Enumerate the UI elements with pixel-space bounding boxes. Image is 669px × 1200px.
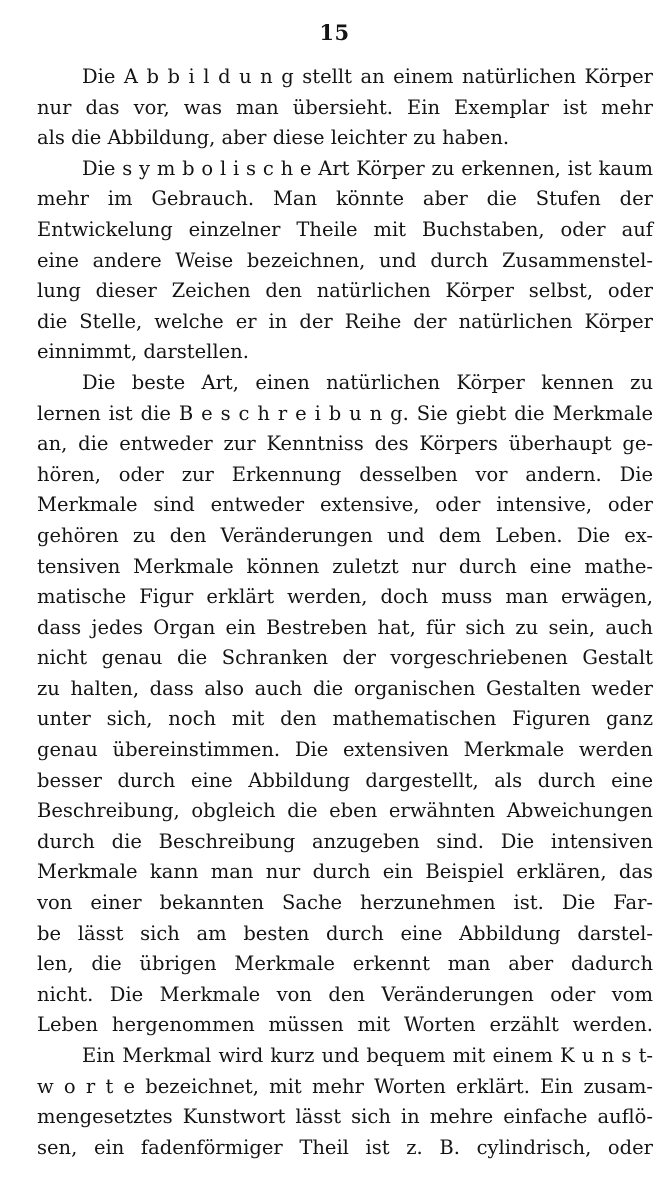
text-line: nicht. Die Merkmale von den Veränderungen oder vom [37,982,653,1006]
text-line: Leben hergenommen müssen mit Worten erzählt werden. [37,1013,653,1037]
text-line: nicht genau die Schranken der vorgeschriebenen Gestalt [37,646,653,670]
text-line: mehr im Gebrauch. Man könnte aber die Stufen der [37,187,653,211]
paragraph-abbildung [37,62,653,154]
text-line: lernen ist die B e s c h r e i b u n g. Sie giebt die Merkmale [37,401,653,425]
text-line: die Stelle, welche er in der Reihe der natürlichen Körper [37,309,653,333]
text-line: Entwickelung einzelner Theile mit Buchstaben, oder auf [37,217,653,241]
text-line: unter sich, noch mit den mathematischen Figuren ganz [37,707,653,731]
paragraph-symbolische [37,154,653,368]
text-line: besser durch eine Abbildung dargestellt, als durch eine [37,768,653,792]
text-line: mengesetztes Kunstwort lässt sich in mehre einfache auflö- [37,1105,653,1129]
text-line: Merkmale kann man nur durch ein Beispiel erklären, das [37,860,653,884]
text-line: len, die übrigen Merkmale erkennt man aber dadurch [37,952,653,976]
text-line: von einer bekannten Sache herzunehmen ist. Die Far- [37,891,653,915]
text-line: Die beste Art, einen natürlichen Körper kennen zu [82,370,653,394]
text-line: an, die entweder zur Kenntniss des Körpers überhaupt ge- [37,432,653,456]
text-line: Merkmale sind entweder extensive, oder intensive, oder [37,493,653,517]
text-line: gehören zu den Veränderungen und dem Leben. Die ex- [37,523,653,547]
text-line: Beschreibung, obgleich die eben erwähnten Abweichungen [37,799,653,823]
text-line: lung dieser Zeichen den natürlichen Körper selbst, oder [37,279,653,303]
text-line: be lässt sich am besten durch eine Abbildung darstel- [37,921,653,945]
text-line: zu halten, dass also auch die organischen Gestalten weder [37,676,653,700]
text-line: eine andere Weise bezeichnen, und durch Zusammenstel- [37,248,653,272]
paragraph-beschreibung [37,368,653,1041]
text-line: genau übereinstimmen. Die extensiven Merkmale werden [37,738,653,762]
page-number: 15 [319,20,350,45]
text-line: tensiven Merkmale können zuletzt nur durch eine mathe- [37,554,653,578]
paragraph-kunstworte [37,1041,653,1163]
text-line: Ein Merkmal wird kurz und bequem mit einem K u n s t- [82,1044,653,1067]
text-line: durch die Beschreibung anzugeben sind. Die intensiven [37,829,653,853]
text-line: hören, oder zur Erkennung desselben vor andern. Die [37,462,653,486]
text-line: w o r t e bezeichnet, mit mehr Worten erklärt. Ein zusam- [37,1074,653,1098]
text-line: dass jedes Organ ein Bestreben hat, für sich zu sein, auch [37,615,653,639]
text-line: Die s y m b o l i s c h e Art Körper zu erkennen, ist kaum [82,156,653,180]
text-line: Die A b b i l d u n g stellt an einem natürlichen Körper [82,65,653,88]
text-line: einnimmt, darstellen. [37,340,249,364]
text-line: sen, ein fadenförmiger Theil ist z. B. cylindrisch, oder [37,1135,653,1159]
text-line: matische Figur erklärt werden, doch muss man erwägen, [37,585,653,609]
text-line: nur das vor, was man übersieht. Ein Exemplar ist mehr [37,95,653,119]
body-text [37,62,653,1163]
text-line: als die Abbildung, aber diese leichter zu haben. [37,126,510,150]
